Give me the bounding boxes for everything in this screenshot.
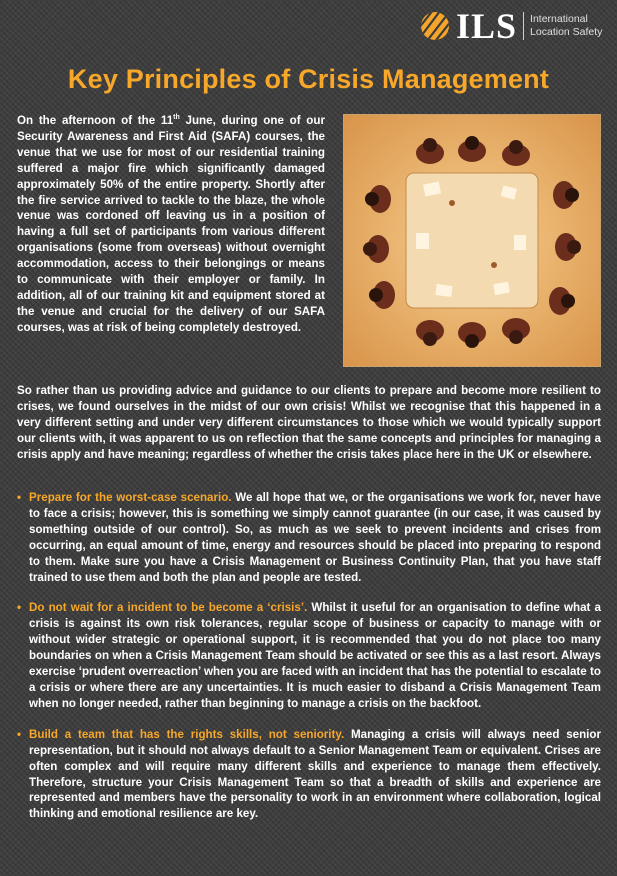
principle-body: Whilst it useful for an organisation to define what a crisis is against its own risk tolerances, regular scope of business or capacity to manage with or without wider strategic or operational support, it is recommended that you do not place too many boundaries on when a Crisis Management Team should be activated or see this as a last resort. Always exercise ‘prudent overreaction’ when you are faced with an incident that has the potential to escalate to a crisis or where there are any uncertainties. It is much easier to disband a Crisis Management Team when no longer needed, rather than beginning to manage a crisis on the backfoot. [29, 601, 601, 710]
principle-item [17, 600, 601, 711]
ils-logo-mark-icon [420, 11, 450, 41]
intro-paragraph [17, 113, 325, 336]
ils-logo [420, 7, 610, 45]
intro-text-end: June, during one of our Security Awareness and First Aid (SAFA) courses, the venue that we use for most of our residential training suffered a major fire which significantly damaged approximately 50% of the entire property. Shortly after the fire service arrived to tackle to the blaze, the whole venue was cordoned off leaving us in a position of having a full set of participants from various different organisations (some from overseas) without overnight accommodation, access to their belongings or means to communicate with their employer or family. In addition, all of our training kit and equipment stored at the venue and crucial for the delivery of our SAFA courses, was at risk of being completely destroyed. [17, 114, 325, 334]
logo-subtitle [530, 13, 602, 39]
principle-body: We all hope that we, or the organisations we work for, never have to face a crisis; however, this is something we simply cannot guarantee (in our case, it was caused by something outside of our control). So, as much as we seek to prevent incidents and crises from occurring, an equal amount of time, energy and resources should be placed into preparing to respond to them. Make sure you have a Crisis Management or Business Continuity Plan, that you have staff trained to use them and both the plan and people are tested. [29, 491, 601, 584]
logo-name: ILS [456, 6, 518, 46]
meeting-table-illustration [344, 115, 600, 366]
intro-superscript: th [173, 114, 180, 122]
bullet-marker: • [17, 601, 22, 615]
logo-sub-line-1: International [530, 13, 588, 25]
principles-list [17, 490, 601, 822]
logo-sub-line-2: Location Safety [530, 26, 603, 38]
page-title: Key Principles of Crisis Management [67, 64, 550, 94]
context-paragraph: So rather than us providing advice and guidance to our clients to prepare and become more resilient to crises, we found ourselves in the midst of our own crisis! Whilst we recognise that this happened in a very different setting and under very different circumstances to those which we would typically support our clients with, it was apparent to us on reflection that the same concepts and principles for managing a crisis apply and have meaning; regardless of whether the crisis takes place here in the UK or elsewhere. [17, 384, 601, 461]
principle-body: Managing a crisis will always need senior representation, but it should not always default to a Senior Management Team or equivalent. Crises are often complex and will require many different skills and experience to manage them effectively. Therefore, structure your Crisis Management Team so that a breadth of skills and experience are represented and members have the personality to work in an environment where collaboration, logical thinking and emotional resilience are key. [29, 727, 601, 821]
principle-heading: Prepare for the worst-case scenario. [29, 491, 232, 504]
intro-text-start: On the afternoon of the 11 [17, 114, 174, 127]
bullet-marker: • [17, 727, 22, 741]
bullet-marker: • [17, 491, 22, 504]
logo-divider [523, 12, 524, 40]
principle-heading: Build a team that has the rights skills, not seniority. [29, 727, 345, 741]
meeting-table-photo [343, 114, 601, 367]
principle-heading: Do not wait for a incident to be become a ‘crisis’. [29, 601, 308, 615]
principle-item [17, 490, 601, 585]
principle-item [17, 727, 601, 822]
